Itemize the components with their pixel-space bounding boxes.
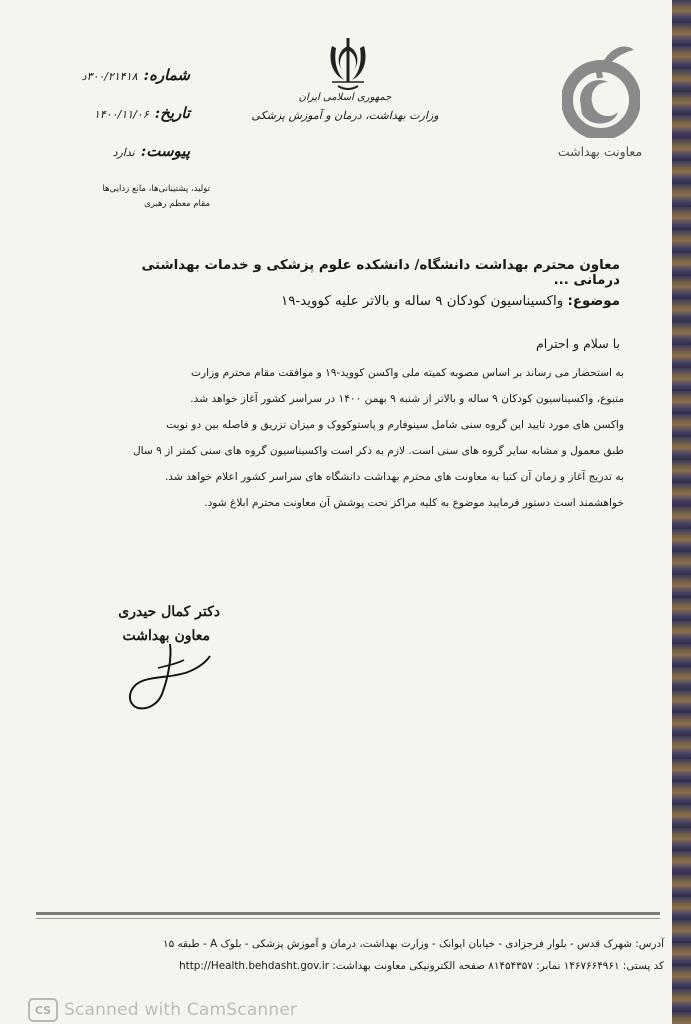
health-deputy-logo-icon [562,38,640,138]
body-line: به استحضار می رساند بر اساس مصوبه کمیته ملی واکسن کووید-۱۹ و موافقت مقام محترم وزارت [191,367,624,379]
subject-line [160,294,620,309]
logo-text: معاونت بهداشت [557,144,643,159]
date-row [60,104,190,126]
slogan-line-2: مقام معظم رهبری [144,199,210,209]
footer-divider [36,918,660,919]
body-line: طبق معمول و مشابه سایر گروه های سنی است. لازم به ذکر است واکسیناسیون گروه های سنی کمتر از ۹ سال [132,445,624,457]
signer-title: معاون بهداشت [122,628,210,644]
ministry-heading [250,92,440,122]
body-line: متبوع، واکسیناسیون کودکان ۹ ساله و بالاتر از شنبه ۹ بهمن ۱۴۰۰ در سراسر کشور آغاز خواهد شد. [190,393,624,405]
ministry-line-2: وزارت بهداشت، درمان و آموزش پزشکی [251,109,439,122]
number-value: ۳۰۰/۲۱۴۱۸د [81,70,138,83]
handwritten-signature-icon [118,638,218,718]
subject-text: واکسیناسیون کودکان ۹ ساله و بالاتر علیه کووید-۱۹ [281,294,564,309]
body-line: به تدریج آغاز و زمان آن کتبا به معاونت های محترم بهداشت دانشگاه های سراسر کشور اعلام خواهد شد. [164,471,624,483]
number-label: شماره: [143,66,190,84]
footer-contact: کد پستی: ۱۴۶۷۶۶۴۹۶۱ نمابر: ۸۱۴۵۴۳۵۷ صفحه الکترونیکی معاونت بهداشت: http://Health.behdasht.gov.ir [179,960,664,972]
date-label: تاریخ: [154,104,190,122]
body-line: خواهشمند است دستور فرمایید موضوع به کلیه مراکز تحت پوشش آن معاونت محترم ابلاغ شود. [204,497,624,509]
greeting: با سلام و احترام [536,336,620,351]
number-row [60,66,190,88]
scan-background-edge [672,0,691,1024]
body-line: واکسن های مورد تایید این گروه سنی شامل سینوفارم و پاستوکووک و میزان تزریق و فاصله بین دو نوبت [166,419,624,431]
camscanner-watermark [28,998,297,1022]
ministry-line-1: جمهوری اسلامی ایران [298,92,392,103]
slogan-line-1: تولید، پشتیبانی‌ها، مانع زدایی‌ها [102,184,210,194]
subject-label: موضوع: [567,294,620,309]
iran-emblem-icon [318,36,378,98]
date-value: ۱۴۰۰/۱۱/۰۶ [93,108,149,121]
letter-body [104,360,624,516]
footer-address: آدرس: شهرک قدس - بلوار فرحزادی - خیابان ایوانک - وزارت بهداشت، درمان و آموزش پزشکی - بلوک A - طبقه ۱۵ [163,938,664,950]
camscanner-badge-icon: CS [28,998,58,1022]
camscanner-text: Scanned with CamScanner [64,1000,298,1020]
attachment-row [60,142,190,164]
slogan [60,182,210,212]
signer-name: دکتر کمال حیدری [118,604,220,620]
attachment-value: ندارد [112,146,135,159]
attachment-label: پیوست: [140,142,190,160]
recipient-line: معاون محترم بهداشت دانشگاه/ دانشکده علوم پزشکی و خدمات بهداشتی درمانی ... [141,258,620,288]
